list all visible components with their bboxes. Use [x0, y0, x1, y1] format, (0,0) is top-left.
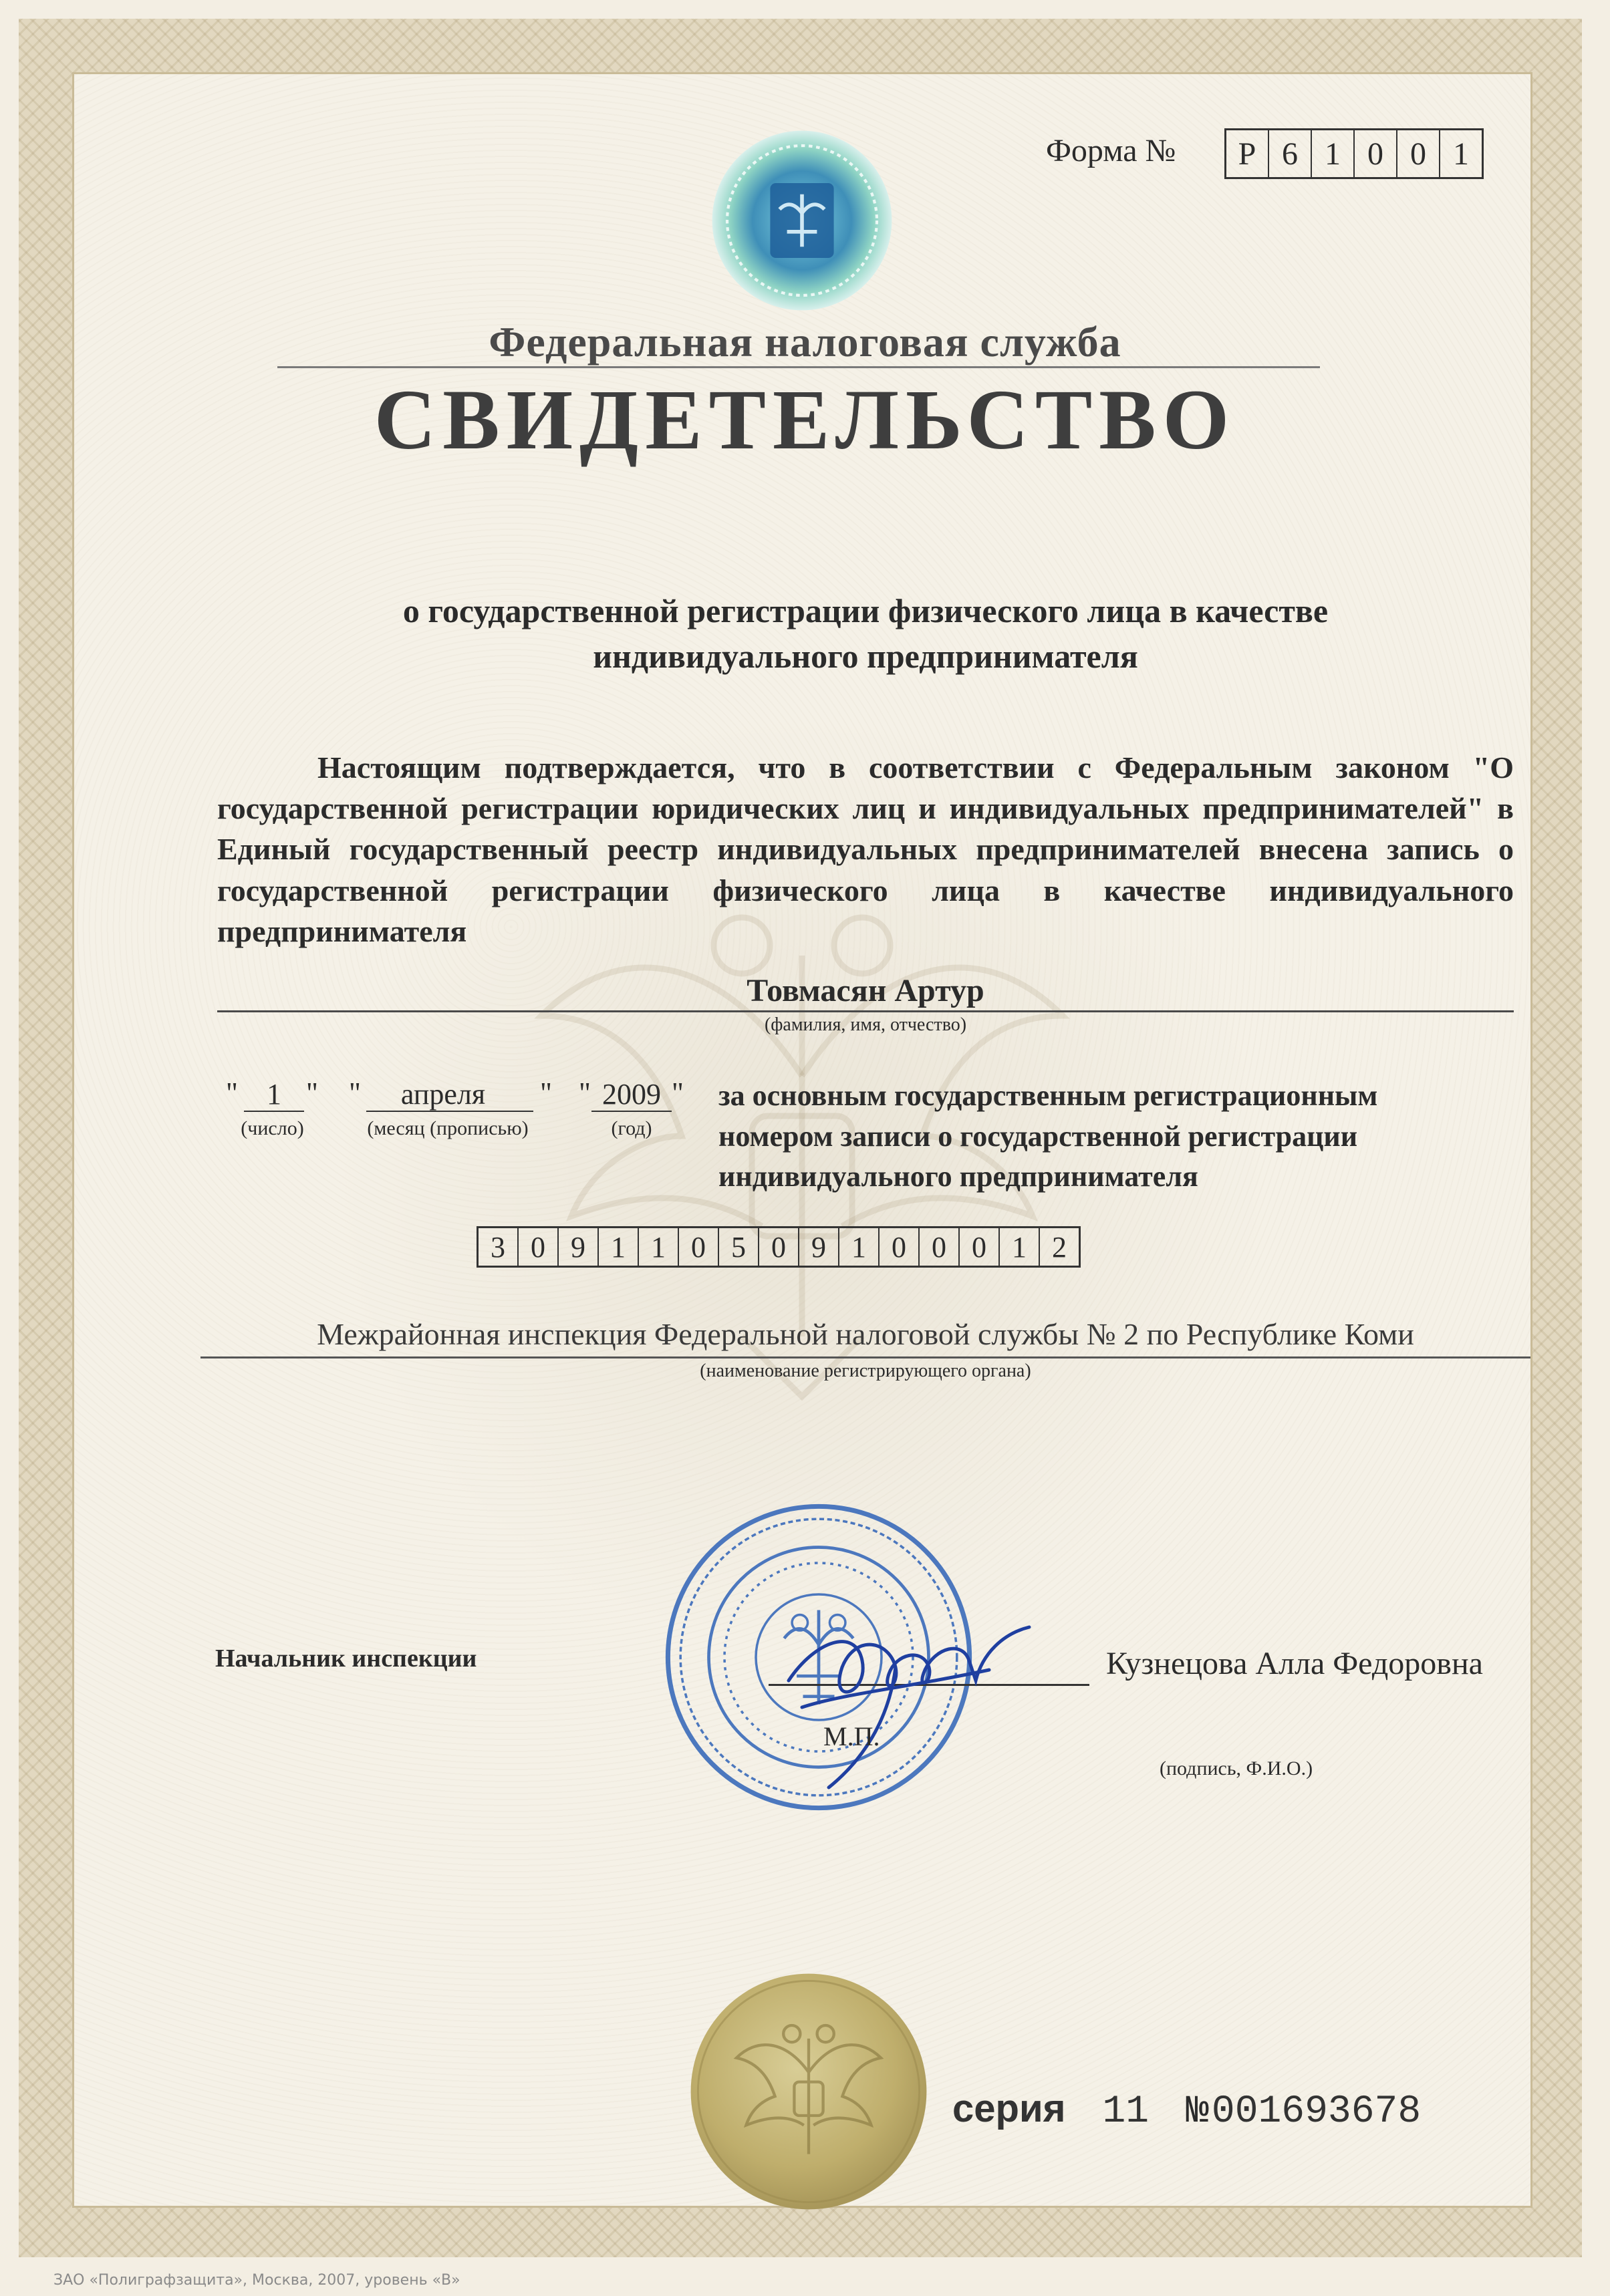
document-subtitle	[227, 588, 1504, 679]
quote-mark: "	[306, 1077, 318, 1109]
ogrnip-digit: 2	[1052, 1230, 1067, 1264]
ogrnip-digit: 0	[679, 1228, 719, 1266]
authority-underline	[200, 1356, 1530, 1358]
signer-name: Кузнецова Алла Федоровна	[1106, 1646, 1483, 1681]
entrepreneur-name: Товмасян Артур	[747, 973, 984, 1008]
year-underline	[591, 1111, 672, 1112]
form-code-cell: Р	[1226, 130, 1269, 177]
issuing-service: Федеральная налоговая служба	[489, 318, 1121, 366]
ogrnip-digit: 0	[920, 1228, 960, 1266]
subtitle-line: о государственной регистрации физического лица в качестве	[402, 592, 1329, 629]
signature-caption: (подпись, Ф.И.О.)	[1160, 1757, 1313, 1779]
registration-line: за основным государственным регистрационным	[718, 1079, 1378, 1112]
ogrnip-digit: 3	[479, 1228, 519, 1266]
quote-mark: "	[226, 1077, 238, 1109]
ogrnip-digit: 1	[1000, 1228, 1040, 1266]
ogrnip-digit: 5	[719, 1228, 759, 1266]
ogrnip-digit: 0	[880, 1228, 920, 1266]
form-code-cell: 0	[1397, 130, 1440, 177]
form-code-cell: 6	[1269, 130, 1312, 177]
hologram-emblem-icon	[708, 127, 896, 314]
quote-mark: "	[579, 1077, 591, 1109]
ogrnip-digit: 1	[599, 1228, 639, 1266]
signatory-position: Начальник инспекции	[215, 1644, 477, 1673]
year-caption: (год)	[611, 1117, 652, 1139]
series-value: 11	[1102, 2090, 1150, 2134]
gold-seal-icon	[688, 1971, 929, 2212]
registration-line: номером записи о государственной регистрации	[718, 1119, 1358, 1153]
printer-imprint: ЗАО «Полиграфзащита», Москва, 2007, уровень «В»	[53, 2272, 460, 2289]
day-underline	[244, 1111, 304, 1112]
document-title: СВИДЕТЕЛЬСТВО	[374, 372, 1236, 467]
signature-icon	[762, 1584, 1083, 1804]
ogrnip-boxes	[477, 1226, 1081, 1268]
form-code-cell: 1	[1312, 130, 1355, 177]
subtitle-line: индивидуального предпринимателя	[593, 637, 1138, 675]
registration-day: 1	[267, 1078, 281, 1111]
form-code-cell: 0	[1355, 130, 1397, 177]
service-divider	[277, 366, 1320, 368]
month-underline	[366, 1111, 533, 1112]
registration-year: 2009	[602, 1078, 661, 1111]
series-label: серия	[952, 2087, 1066, 2130]
day-caption: (число)	[241, 1117, 304, 1139]
registration-statement	[718, 1076, 1520, 1197]
form-code-boxes	[1224, 128, 1484, 179]
seal-place-mark: М.П.	[823, 1721, 880, 1751]
quote-mark: "	[349, 1077, 361, 1109]
blank-series-number	[952, 2086, 1421, 2134]
ogrnip-digit: 9	[559, 1228, 599, 1266]
ogrnip-digit: 0	[759, 1228, 799, 1266]
blank-number: 001693678	[1211, 2090, 1422, 2134]
form-number-label: Форма №	[1046, 133, 1176, 168]
ogrnip-digit: 0	[519, 1228, 559, 1266]
certification-text: Настоящим подтверждается, что в соответствии с Федеральным законом "О государственной регистрации юридических лиц и индивидуальных предпринимателей" в Единый государственный реестр индивидуальных предпринимателей внесена запись о государственной регистрации физического лица в качестве индивидуального предпринимателя	[217, 750, 1514, 948]
registering-authority: Межрайонная инспекция Федеральной налоговой службы № 2 по Республике Коми	[317, 1317, 1414, 1351]
blank-number-label: №	[1186, 2090, 1209, 2134]
authority-caption: (наименование регистрирующего органа)	[700, 1360, 1031, 1381]
registration-line: индивидуального предпринимателя	[718, 1160, 1198, 1193]
quote-mark: "	[540, 1077, 552, 1109]
registration-month: апреля	[400, 1078, 486, 1111]
ogrnip-digit: 0	[960, 1228, 1000, 1266]
name-underline	[217, 1010, 1514, 1012]
ogrnip-digit: 9	[799, 1228, 839, 1266]
ogrnip-digit: 1	[839, 1228, 880, 1266]
ogrnip-digit: 1	[639, 1228, 679, 1266]
name-caption: (фамилия, имя, отчество)	[764, 1014, 967, 1035]
month-caption: (месяц (прописью)	[367, 1117, 529, 1139]
quote-mark: "	[672, 1077, 684, 1109]
form-code-cell: 1	[1453, 136, 1469, 172]
